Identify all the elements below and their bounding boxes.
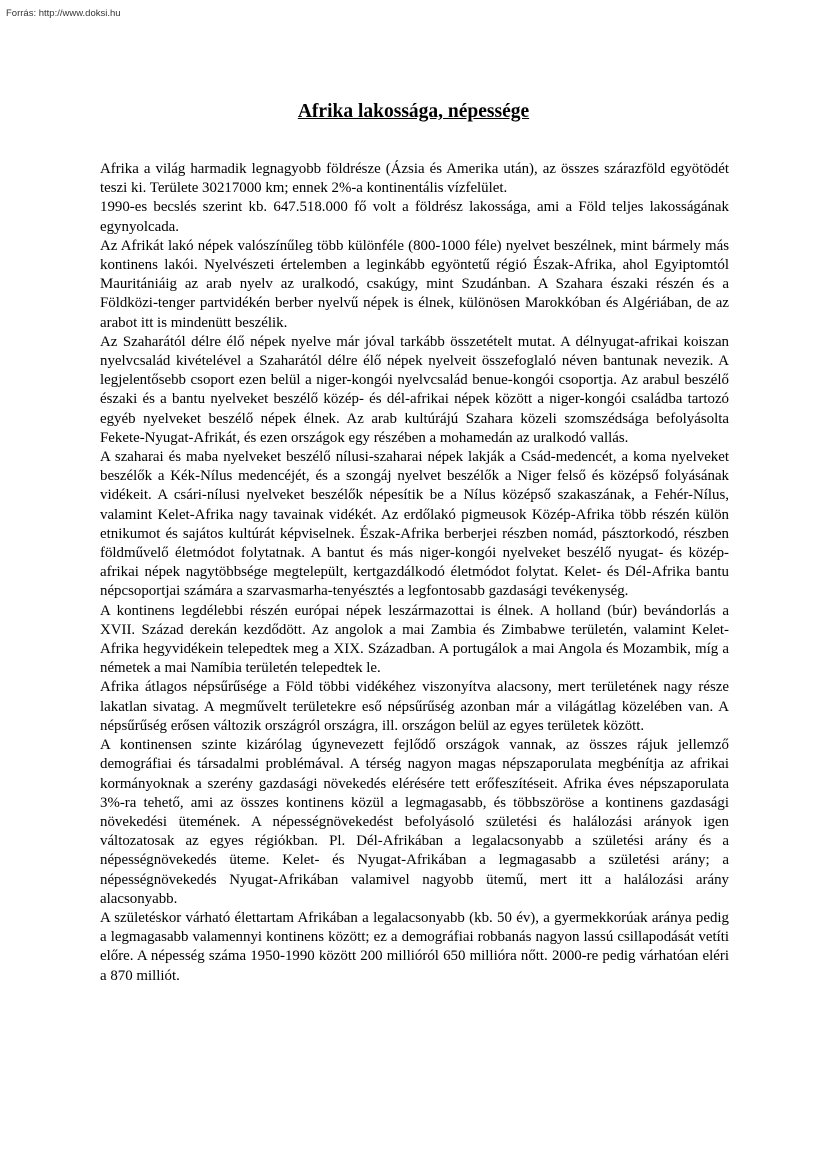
paragraph: A szaharai és maba nyelveket beszélő nílusi-szaharai népek lakják a Csád-medencét, a koma nyelveket beszélők a Kék-Nílus medencéjét, és a szongáj nyelvet beszélők a Niger felső és középső folyásának vidékeit. A csári-nílusi nyelveket beszélők népesítik be a Nílus középső szakaszának, a Fehér-Nílus, valamint Kelet-Afrika nagy tavainak vidékét. Az erdőlakó pigmeusok Közép-Afrika több részén külön etnikumot és sajátos kultúrát képviselnek. Észak-Afrika berberjei részben nomád, pásztorkodó, részben földművelő életmódot folytatnak. A bantut és más niger-kongói nyelveket beszélő nyugat- és közép-afrikai népek nagytöbbsége megtelepült, kertgazdálkodó életmódot folytat. Kelet- és Dél-Afrika bantu népcsoportjai számára a szarvasmarha-tenyésztés a legfontosabb gazdasági tevékenység.: [100, 449, 729, 600]
paragraph: Afrika a világ harmadik legnagyobb földrésze (Ázsia és Amerika után), az összes szárazföld egyötödét teszi ki. Területe 30217000 km; ennek 2%-a kontinentális vízfelület.: [100, 161, 729, 197]
document-body: [100, 160, 729, 986]
paragraph: 1990-es becslés szerint kb. 647.518.000 fő volt a földrész lakossága, ami a Föld teljes lakosságának egynyolcada.: [100, 199, 729, 235]
paragraph: A kontinens legdélebbi részén európai népek leszármazottai is élnek. A holland (búr) bevándorlás a XVII. Század derekán kezdődött. Az angolok a mai Zambia és Zimbabwe területén, valamint Kelet-Afrika hegyvidékein telepedtek meg a XIX. Században. A portugálok a mai Angola és Mozambik, míg a németek a mai Namíbia területén telepedtek le.: [100, 602, 729, 677]
paragraph: Az Szaharától délre élő népek nyelve már jóval tarkább összetételt mutat. A délnyugat-afrikai koiszan nyelvcsalád kivételével a Szaharától délre élő népek nyelveit összefoglaló néven bantunak nevezik. A legjelentősebb csoport ezen belül a niger-kongói nyelvcsalád benue-kongói csoportja. Az arabul beszélő északi és a bantu nyelveket beszélő közép- és dél-afrikai népek között a niger-kongói családba tartozó egyéb nyelveket beszélő népek élnek. Az arab kultúrájú Szahara közeli szomszédsága befolyásolta Fekete-Nyugat-Afrikát, és ezen országok egy részében a mohamedán az uralkodó vallás.: [100, 333, 729, 446]
paragraph: Az Afrikát lakó népek valószínűleg több különféle (800-1000 féle) nyelvet beszélnek, mint bármely más kontinens lakói. Nyelvészeti értelemben a leginkább egyöntetű régió Észak-Afrika, ahol Egyiptomtól Mauritániáig az arab nyelv az uralkodó, csakúgy, mint Szudánban. A Szahara északi részén és a Földközi-tenger partvidékén berber nyelvű népek is élnek, különösen Marokkóban és Algériában, de az arabot itt is mindenütt beszélik.: [100, 237, 729, 331]
source-note: Forrás: http://www.doksi.hu: [6, 8, 121, 19]
paragraph: A születéskor várható élettartam Afrikában a legalacsonyabb (kb. 50 év), a gyermekkorúak aránya pedig a legmagasabb valamennyi kontinens között; ez a demográfiai robbanás nagyon lassú csillapodását vetíti előre. A népesség száma 1950-1990 között 200 millióról 650 millióra nőtt. 2000-re pedig várhatóan eléri a 870 milliót.: [100, 909, 729, 984]
paragraph: A kontinensen szinte kizárólag úgynevezett fejlődő országok vannak, az összes rájuk jellemző demográfiai és társadalmi problémával. A térség nagyon magas népszaporulata megbénítja az afrikai kormányoknak a szerény gazdasági növekedés elérésére tett erőfeszítéseit. Afrika éves népszaporulata 3%-ra tehető, ami az összes kontinens közül a legmagasabb, és többszöröse a kontinens gazdasági növekedési ütemének. A népességnövekedést befolyásoló születési és halálozási arányok igen változatosak az egyes régiókban. Pl. Dél-Afrikában a legalacsonyabb a születési arány és a népességnövekedés üteme. Kelet- és Nyugat-Afrikában a legmagasabb a születési arány; a népességnövekedés Nyugat-Afrikában valamivel nagyobb ütemű, mert itt a halálozási arány alacsonyabb.: [100, 737, 729, 907]
document-title: Afrika lakossága, népessége: [297, 101, 530, 122]
paragraph: Afrika átlagos népsűrűsége a Föld többi vidékéhez viszonyítva alacsony, mert területének nagy része lakatlan sivatag. A megművelt területekre eső népsűrűség azonban már a világátlag közelében van. A népsűrűség erősen változik országról országra, ill. országon belül az egyes területek között.: [100, 679, 729, 734]
